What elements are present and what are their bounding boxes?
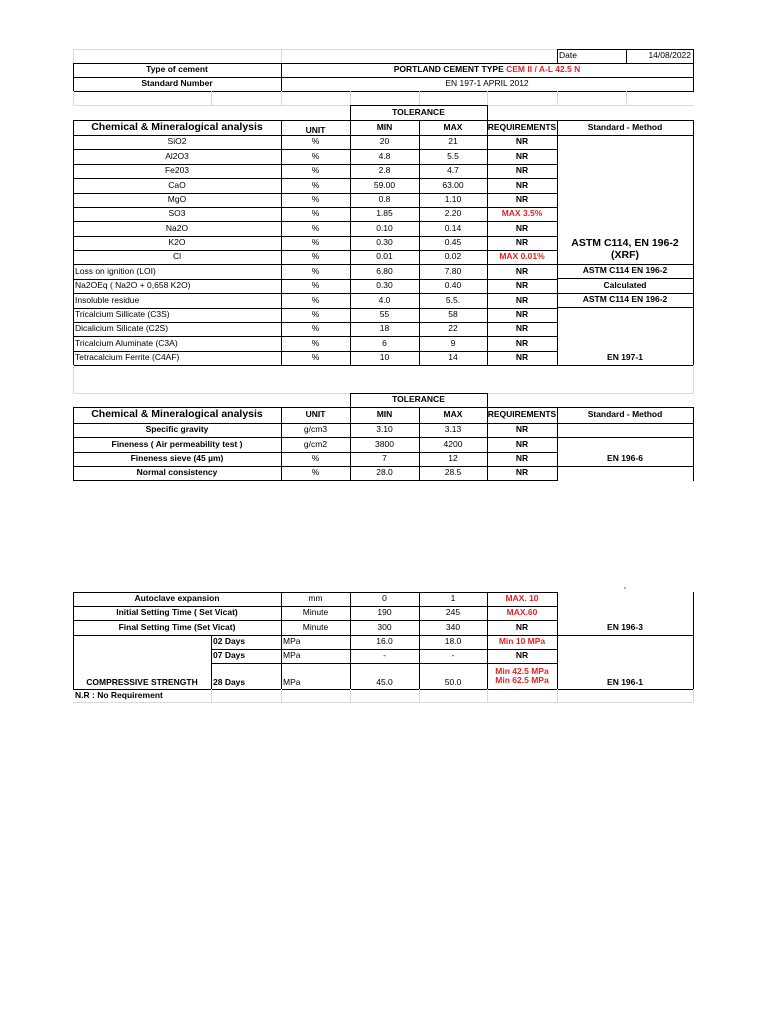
min-cell: 0.8 [378,194,391,205]
param-cell: Insoluble residue [75,294,140,305]
param-cell: K2O [168,237,186,248]
min-cell: 45.0 [376,676,393,687]
max-cell: 21 [448,136,458,147]
date-value: 14/08/2022 [648,50,691,61]
max-cell: 2.20 [444,208,462,219]
max-cell: 63.00 [442,179,464,190]
requirement-cell: NR [515,309,529,320]
param-cell: Tricalcium Sillicate (C3S) [75,309,170,320]
tolerance-header-2: TOLERANCE [392,394,445,405]
method-strength: EN 196-1 [607,676,643,687]
min-cell: 16.0 [376,636,393,647]
param-cell: Tricalcium Aluminate (C3A) [75,337,178,348]
max-cell: 58 [448,309,458,320]
requirement-cell: Min 10 MPa [498,636,546,647]
cement-type-prefix: PORTLAND CEMENT TYPE [393,64,504,75]
requirement-cell: NR [515,650,529,661]
unit-cell: % [311,194,320,205]
max-header: MAX [443,121,463,132]
unit-cell: % [311,222,320,233]
requirement-line-2: Min 62.5 MPa [495,675,549,685]
unit-cell: % [311,237,320,248]
standard-method-header: Standard - Method [587,121,663,132]
age-cell: 07 Days [213,650,246,661]
method-mineral: EN 197-1 [607,351,643,362]
unit-cell: % [311,150,320,161]
unit-cell: % [311,352,320,363]
min-cell: 59.00 [373,179,396,190]
chemical-analysis-title-2: Chemical & Mineralogical analysis [91,408,263,421]
requirement-cell: MAX 3.5% [501,208,543,219]
unit-cell: % [311,179,320,190]
method-na2oeq: Calculated [603,279,647,290]
min-cell: 55 [379,309,390,320]
max-cell: 0.40 [444,280,462,291]
requirement-cell: NR [515,265,529,276]
unit-cell: MPa [283,650,301,661]
min-cell: 4.0 [378,294,391,305]
cement-type-class: CEM II / A-L 42.5 N [506,64,581,75]
max-cell: - [451,650,455,661]
min-cell: - [383,650,386,661]
unit-cell: % [311,265,320,276]
requirement-cell: NR [515,294,529,305]
unit-cell: g/cm3 [303,424,328,435]
unit-cell: % [311,136,320,147]
min-cell: 7 [382,453,387,464]
max-cell: 340 [445,621,461,632]
min-cell: 3800 [375,438,394,449]
requirement-line-1: Min 42.5 MPa [495,665,549,676]
param-cell: Fe203 [164,165,190,176]
requirement-cell: NR [515,621,529,632]
min-header: MIN [376,121,393,132]
unit-cell: % [311,251,320,262]
param-cell: SO3 [168,208,186,219]
requirement-cell: NR [515,438,529,449]
requirement-cell: NR [515,352,529,363]
unit-cell: % [311,453,320,464]
max-cell: 7.80 [444,265,462,276]
max-cell: 22 [448,323,458,334]
max-cell: 5.5. [445,294,461,305]
max-cell: 50.0 [444,676,462,687]
unit-cell: % [311,208,320,219]
min-cell: 18 [379,323,390,334]
min-cell: 4.8 [378,150,391,161]
param-cell: SiO2 [167,136,187,147]
requirement-cell: NR [515,323,529,334]
min-header-2: MIN [376,409,393,420]
max-cell: 28.5 [444,467,462,478]
unit-cell: % [311,165,320,176]
param-cell: Normal consistency [136,467,218,478]
max-cell: 4.7 [447,165,459,176]
max-cell: 4200 [443,438,463,449]
min-cell: 0 [382,593,387,604]
method-fineness: EN 196-6 [607,452,643,463]
unit-cell: mm [308,593,323,604]
max-cell: 1.10 [444,194,462,205]
method-xrf [557,236,693,264]
standard-number-value: EN 197-1 APRIL 2012 [445,78,529,89]
param-cell: Initial Setting Time ( Set Vicat) [116,607,238,618]
requirement-cell: MAX. 10 [505,593,539,604]
method-loi: ASTM C114 EN 196-2 [582,265,668,276]
unit-cell: % [311,337,320,348]
min-cell: 28.0 [376,467,393,478]
requirements-header: REQUIREMENTS [487,121,557,132]
unit-header-2: UNIT [305,409,326,420]
max-header-2: MAX [443,409,463,420]
min-cell: 0.10 [376,222,393,233]
requirement-cell [487,663,557,689]
standard-method-header-2: Standard - Method [587,409,663,420]
param-cell: MgO [167,194,187,205]
max-cell: 0.45 [444,237,462,248]
min-cell: 6 [382,337,387,348]
min-cell: 20 [379,136,390,147]
requirement-cell: NR [515,179,529,190]
param-cell: Dicalicium Silicate (C2S) [75,323,169,334]
standard-number-label: Standard Number [141,78,213,89]
param-cell: Al2O3 [165,150,189,161]
min-cell: 1.85 [376,208,393,219]
min-cell: 0.30 [376,237,393,248]
max-cell: 0.14 [444,222,462,233]
param-cell: Na2OEq ( Na2O + 0,658 K2O) [75,280,191,291]
requirement-cell: MAX.60 [506,607,538,618]
min-cell: 2.8 [378,165,391,176]
requirement-cell: MAX 0.01% [499,251,545,262]
min-cell: 0.30 [376,280,393,291]
age-cell: 02 Days [213,636,246,647]
requirement-cell: NR [515,165,529,176]
max-cell: 1 [450,593,456,604]
method-insoluble: ASTM C114 EN 196-2 [582,294,668,305]
param-cell: CaO [168,179,186,190]
min-cell: 0.01 [376,251,393,262]
chemical-analysis-title: Chemical & Mineralogical analysis [91,120,263,133]
min-cell: 6.80 [376,265,393,276]
param-cell: Fineness ( Air permeability test ) [111,438,243,449]
method-setting: EN 196-3 [607,621,643,632]
min-cell: 10 [379,352,390,363]
requirement-cell: NR [515,337,529,348]
requirement-cell: NR [515,194,529,205]
param-cell: Fineness sieve (45 µm) [130,453,224,464]
tick-mark: ' [624,587,626,595]
date-label: Date [559,50,577,61]
unit-cell: % [311,309,320,320]
requirement-cell: NR [515,136,529,147]
max-cell: 5.5 [447,150,459,161]
unit-cell: % [311,280,320,291]
requirements-header-2: REQUIREMENTS [487,409,557,420]
tolerance-header: TOLERANCE [392,106,445,117]
unit-cell: % [311,323,320,334]
unit-cell: MPa [283,636,301,647]
requirement-cell: NR [515,424,529,435]
method-xrf-line1: ASTM C114, EN 196-2 [571,237,679,250]
unit-cell: Minute [302,607,329,618]
param-cell: Autoclave expansion [134,593,220,604]
param-cell: Loss on ignition (LOI) [75,265,156,276]
unit-cell: Minute [302,621,329,632]
unit-cell: % [311,467,320,478]
unit-cell: g/cm2 [303,438,328,449]
max-cell: 12 [448,453,458,464]
max-cell: 14 [448,352,458,363]
param-cell: Specific gravity [145,424,209,435]
min-cell: 190 [377,607,392,618]
min-cell: 300 [377,621,392,632]
unit-cell: MPa [283,676,301,687]
requirement-cell: NR [515,222,529,233]
footnote: N.R : No Requirement [75,689,163,700]
compressive-strength-label: COMPRESSIVE STRENGTH [86,676,198,687]
requirement-cell: NR [515,150,529,161]
type-of-cement-value [281,63,693,77]
type-of-cement-label: Type of cement [146,64,208,75]
max-cell: 0.02 [444,251,462,262]
requirement-cell: NR [515,237,529,248]
age-cell: 28 Days [213,676,246,687]
max-cell: 18.0 [444,636,462,647]
param-cell: Cl [172,251,182,262]
requirement-cell: NR [515,280,529,291]
unit-cell: % [311,294,320,305]
max-cell: 3.13 [444,424,462,435]
param-cell: Final Setting Time (Set Vicat) [118,621,236,632]
max-cell: 245 [445,607,461,618]
param-cell: Na2O [165,222,189,233]
max-cell: 9 [450,337,456,348]
unit-header: UNIT [305,124,326,135]
method-xrf-line2: (XRF) [611,249,639,261]
requirement-cell: NR [515,467,529,478]
min-cell: 3.10 [376,424,393,435]
requirement-cell: NR [515,453,529,464]
param-cell: Tetracalcium Ferrite (C4AF) [75,352,180,363]
